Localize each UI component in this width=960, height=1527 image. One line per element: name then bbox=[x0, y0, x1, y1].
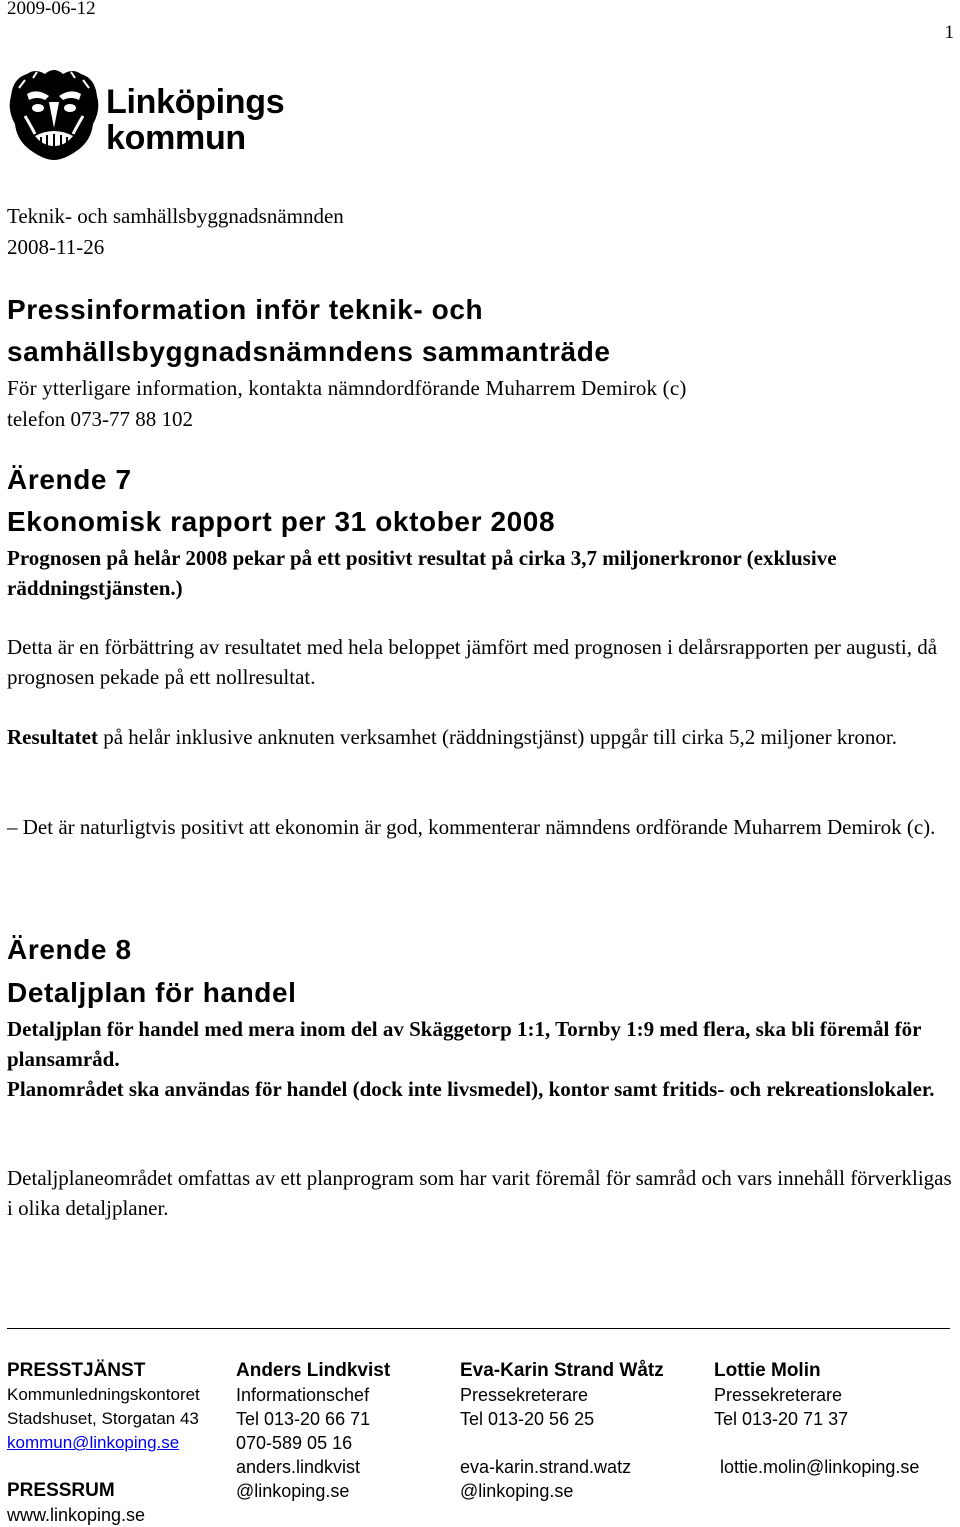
arende-7-number: Ärende 7 bbox=[7, 464, 132, 495]
logo-wordmark bbox=[106, 84, 284, 156]
press-email-link[interactable]: kommun@linkoping.se bbox=[7, 1433, 180, 1452]
committee-name: Teknik- och samhällsbyggnadsnämnden bbox=[7, 204, 344, 228]
contact-email-line-2[interactable]: @linkoping.se bbox=[460, 1481, 574, 1501]
contact-email[interactable]: lottie.molin@linkoping.se bbox=[720, 1457, 920, 1477]
arende-7-lead: Prognosen på helår 2008 pekar på ett positivt resultat på cirka 3,7 miljonerkronor (exklusive räddningstjänsten.) bbox=[7, 546, 837, 600]
page-title-line-1: Pressinformation inför teknik- och bbox=[7, 294, 484, 325]
press-address: Stadshuset, Storgatan 43 bbox=[7, 1409, 199, 1428]
arende-8-heading: Detaljplan för handel bbox=[7, 977, 297, 1008]
press-web-link[interactable]: www.linkoping.se bbox=[7, 1505, 146, 1525]
contact-email-line-2[interactable]: @linkoping.se bbox=[236, 1481, 350, 1501]
footer-press-service bbox=[7, 1359, 200, 1527]
contact-line-1: För ytterligare information, kontakta nämndordförande Muharrem Demirok (c) bbox=[7, 376, 687, 400]
footer-contact-1 bbox=[236, 1359, 390, 1503]
contact-email-line-1[interactable]: eva-karin.strand.watz bbox=[460, 1457, 632, 1477]
contact-role: Pressekreterare bbox=[460, 1385, 589, 1405]
meeting-date: 2008-11-26 bbox=[7, 235, 105, 259]
municipality-logo bbox=[5, 66, 305, 162]
arende-8-paragraph-1: Detaljplaneområdet omfattas av ett planprogram som har varit föremål för samråd och vars innehåll förverkligas i olika detaljplaner. bbox=[7, 1166, 952, 1220]
footer-contact-2 bbox=[460, 1359, 664, 1503]
document-date: 2009-06-12 bbox=[7, 0, 96, 19]
arende-7-paragraph-2 bbox=[7, 722, 957, 752]
contact-name: Anders Lindkvist bbox=[236, 1360, 391, 1381]
logo-line-1: Linköpings bbox=[106, 83, 285, 121]
arende-8-number: Ärende 8 bbox=[7, 934, 132, 965]
lion-head-icon bbox=[5, 66, 103, 162]
arende-7-paragraph-3: – Det är naturligtvis positivt att ekonomin är god, kommenterar nämndens ordförande Muharrem Demirok (c). bbox=[7, 815, 936, 839]
arende-7-paragraph-2-bold: Resultatet bbox=[7, 725, 98, 749]
arende-7-paragraph-2-rest: på helår inklusive anknuten verksamhet (räddningstjänst) uppgår till cirka 5,2 miljoner kronor. bbox=[97, 725, 897, 749]
contact-name: Eva-Karin Strand Wåtz bbox=[460, 1360, 664, 1381]
logo-line-2: kommun bbox=[106, 119, 246, 157]
contact-name: Lottie Molin bbox=[714, 1360, 821, 1381]
page-title-line-2: samhällsbyggnadsnämndens sammanträde bbox=[7, 336, 611, 367]
contact-phone: Tel 013-20 71 37 bbox=[714, 1409, 849, 1429]
contact-role: Informationschef bbox=[236, 1385, 370, 1405]
arende-7-heading: Ekonomisk rapport per 31 oktober 2008 bbox=[7, 506, 556, 537]
arende-8-lead-1: Detaljplan för handel med mera inom del av Skäggetorp 1:1, Tornby 1:9 med flera, ska bli föremål för plansamråd. bbox=[7, 1017, 922, 1071]
contact-role: Pressekreterare bbox=[714, 1385, 843, 1405]
press-org: Kommunledningskontoret bbox=[7, 1385, 200, 1404]
contact-line-2: telefon 073-77 88 102 bbox=[7, 407, 194, 431]
press-room-heading: PRESSRUM bbox=[7, 1480, 115, 1501]
contact-mobile: 070-589 05 16 bbox=[236, 1433, 353, 1453]
arende-8-lead-2: Planområdet ska användas för handel (dock inte livsmedel), kontor samt fritids- och rekreationslokaler. bbox=[7, 1077, 935, 1101]
contact-email-line-1[interactable]: anders.lindkvist bbox=[236, 1457, 361, 1477]
footer-divider bbox=[7, 1328, 950, 1329]
contact-phone: Tel 013-20 66 71 bbox=[236, 1409, 371, 1429]
arende-7-paragraph-1: Detta är en förbättring av resultatet med hela beloppet jämfört med prognosen i delårsrapporten per augusti, då prognosen pekade på ett nollresultat. bbox=[7, 635, 938, 689]
contact-phone: Tel 013-20 56 25 bbox=[460, 1409, 595, 1429]
footer-contact-3 bbox=[714, 1359, 919, 1479]
press-heading: PRESSTJÄNST bbox=[7, 1360, 146, 1381]
page-number: 1 bbox=[944, 22, 954, 43]
